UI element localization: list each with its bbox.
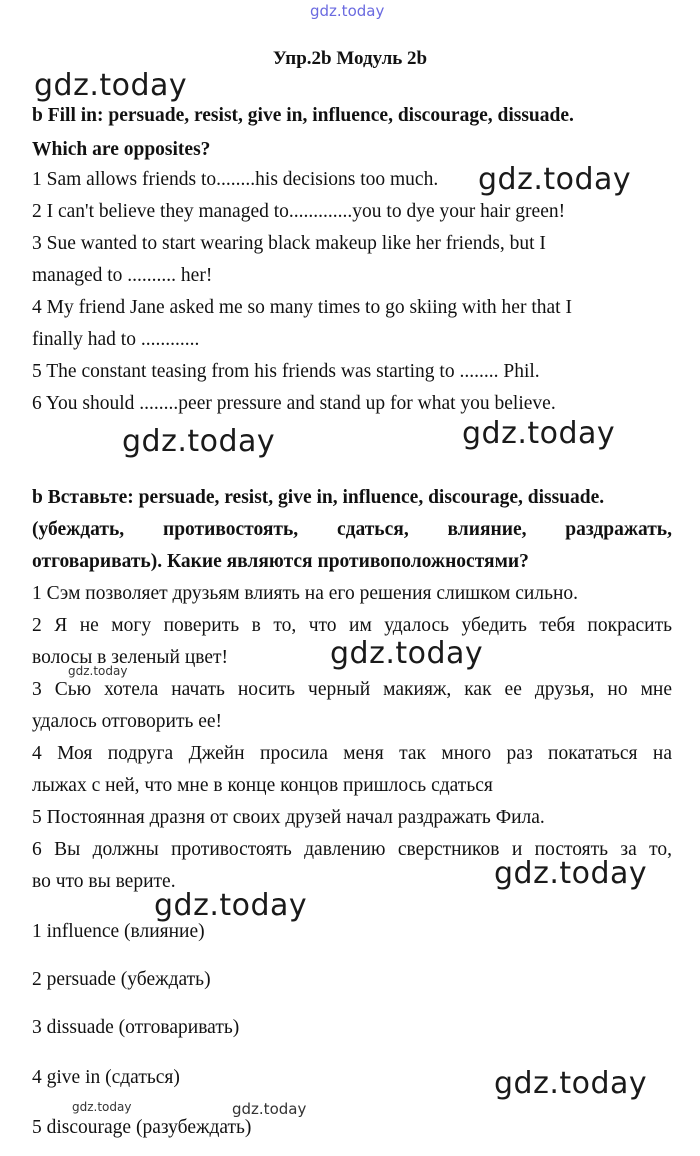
english-line: managed to .......... her! xyxy=(32,265,213,286)
watermark-text: gdz.today xyxy=(154,888,308,923)
watermark-text: gdz.today xyxy=(330,636,484,671)
russian-line: удалось отговорить ее! xyxy=(32,711,223,732)
english-question: Which are opposites? xyxy=(32,139,211,160)
english-line: 2 I can't believe they managed to.............you to dye your hair green! xyxy=(32,201,566,222)
russian-line: лыжах с ней, что мне в конце концов пришлось сдаться xyxy=(32,775,493,796)
russian-instruction-translation: (убеждать, противостоять, сдаться, влияние, раздражать, xyxy=(32,519,672,540)
english-line: 5 The constant teasing from his friends was starting to ........ Phil. xyxy=(32,361,540,382)
watermark-text: gdz.today xyxy=(478,162,632,197)
russian-question: отговаривать). Какие являются противоположностями? xyxy=(32,551,529,572)
page-title: Упр.2b Модуль 2b xyxy=(272,48,428,69)
answer-item: 1 influence (влияние) xyxy=(32,921,205,942)
english-line: 4 My friend Jane asked me so many times to go skiing with her that I xyxy=(32,297,572,318)
english-line: 1 Sam allows friends to........his decisions too much. xyxy=(32,169,439,190)
watermark-text: gdz.today xyxy=(494,1066,648,1101)
russian-line: волосы в зеленый цвет! xyxy=(32,647,229,668)
watermark-text: gdz.today xyxy=(34,68,188,103)
watermark-text: gdz.today xyxy=(72,1100,132,1114)
english-line: 3 Sue wanted to start wearing black makeup like her friends, but I xyxy=(32,233,546,254)
english-instruction: b Fill in: persuade, resist, give in, influence, discourage, dissuade. xyxy=(32,105,574,126)
russian-line: 4 Моя подруга Джейн просила меня так много раз покататься на xyxy=(32,743,672,764)
top-watermark: gdz.today xyxy=(310,2,385,20)
answer-item: 5 discourage (разубеждать) xyxy=(32,1117,252,1138)
watermark-text: gdz.today xyxy=(462,416,616,451)
russian-line: 2 Я не могу поверить в то, что им удалось убедить тебя покрасить xyxy=(32,615,672,636)
english-line: finally had to ............ xyxy=(32,329,200,350)
watermark-text: gdz.today xyxy=(68,664,128,678)
watermark-text: gdz.today xyxy=(122,424,276,459)
answer-item: 2 persuade (убеждать) xyxy=(32,969,211,990)
russian-line: 3 Сью хотела начать носить черный макияж, как ее друзья, но мне xyxy=(32,679,672,700)
russian-line: 6 Вы должны противостоять давлению сверстников и постоять за то, xyxy=(32,839,672,860)
answer-item: 3 dissuade (отговаривать) xyxy=(32,1017,240,1038)
russian-line: 5 Постоянная дразня от своих друзей начал раздражать Фила. xyxy=(32,807,545,828)
russian-line: во что вы верите. xyxy=(32,871,176,892)
answer-item: 4 give in (сдаться) xyxy=(32,1067,180,1088)
watermark-text: gdz.today xyxy=(494,856,648,891)
russian-instruction: b Вставьте: persuade, resist, give in, influence, discourage, dissuade. xyxy=(32,487,605,508)
english-line: 6 You should ........peer pressure and stand up for what you believe. xyxy=(32,393,556,414)
watermark-text: gdz.today xyxy=(232,1100,307,1118)
russian-line: 1 Сэм позволяет друзьям влиять на его решения слишком сильно. xyxy=(32,583,579,604)
